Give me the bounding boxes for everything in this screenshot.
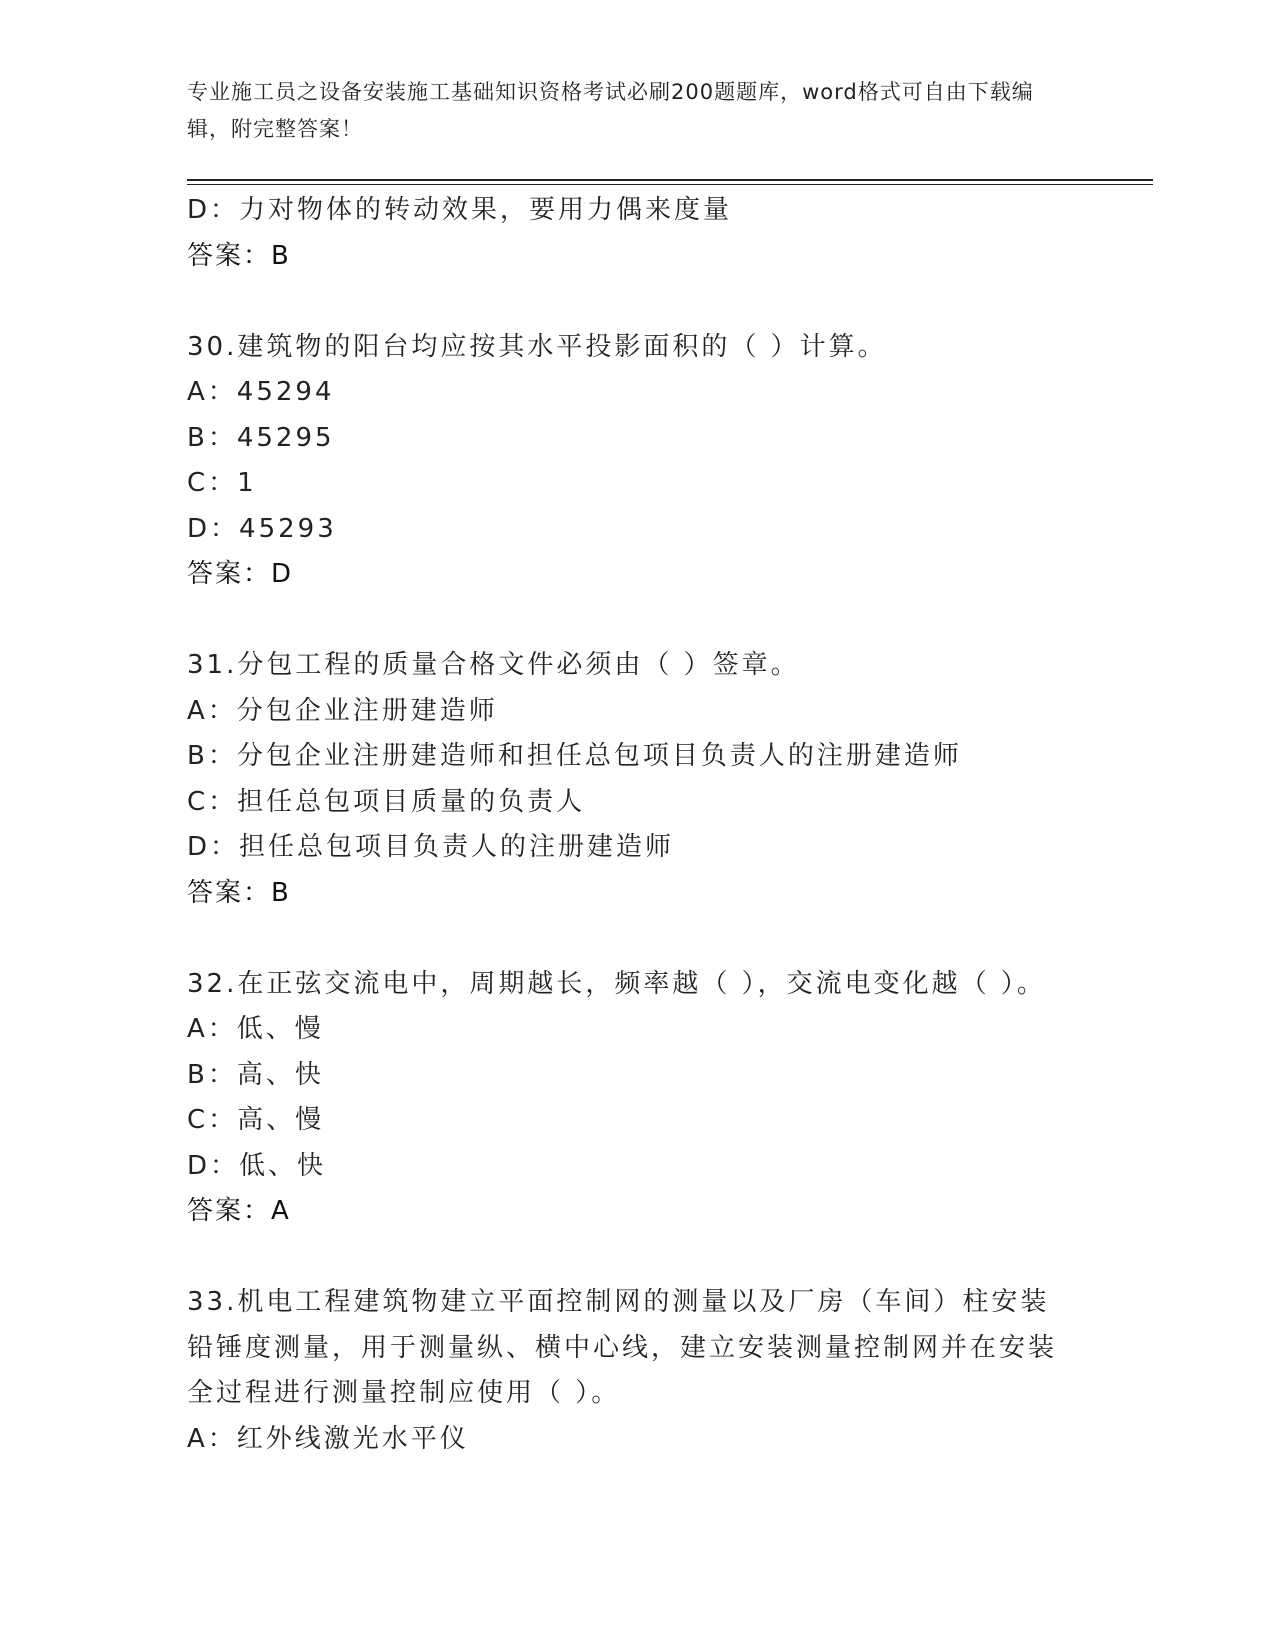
question-32-option-b: B：高、快 (187, 1059, 324, 1090)
spacer (187, 916, 1087, 962)
question-30-option-c: C：1 (187, 468, 257, 498)
question-31-option-c: C：担任总包项目质量的负责人 (187, 786, 586, 817)
spacer (187, 279, 1087, 325)
prev-option-d: D：力对物体的转动效果，要用力偶来度量 (187, 195, 733, 225)
question-32-option-a: A：低、慢 (187, 1014, 324, 1044)
spacer (187, 598, 1087, 644)
answer-label: 答案： (187, 1196, 272, 1226)
question-32-option-d: D：低、快 (187, 1150, 327, 1181)
answer-label: 答案： (187, 559, 272, 589)
question-30-answer (187, 552, 1087, 598)
answer-value: B (271, 877, 289, 908)
question-31-option-d: D：担任总包项目负责人的注册建造师 (187, 832, 675, 862)
question-31-stem: 31.分包工程的质量合格文件必须由（ ）签章。 (187, 650, 800, 680)
question-32-option-c: C：高、慢 (187, 1105, 325, 1135)
question-31-option-a: A：分包企业注册建造师 (187, 695, 498, 726)
question-33-stem: 33.机电工程建筑物建立平面控制网的测量以及厂房（车间）柱安装铅锤度测量，用于测量纵、横中心线，建立安装测量控制网并在安装全过程进行测量控制应使用（ ）。 (187, 1287, 1058, 1408)
document-header: 专业施工员之设备安装施工基础知识资格考试必刷200题题库，word格式可自由下载编辑，附完整答案！ (187, 80, 1034, 141)
answer-label: 答案： (187, 877, 272, 908)
header-divider-thick (187, 179, 1153, 181)
question-30-option-a: A：45294 (187, 377, 335, 407)
spacer (187, 1235, 1087, 1281)
answer-value: A (271, 1196, 289, 1226)
question-32-stem: 32.在正弦交流电中，周期越长，频率越（ ），交流电变化越（ ）。 (187, 968, 1046, 999)
header-divider-thin (187, 184, 1153, 185)
question-32-answer (187, 1189, 1087, 1235)
answer-value: B (271, 240, 289, 271)
prev-answer (187, 234, 1087, 280)
question-31-answer (187, 871, 1087, 917)
question-list (187, 188, 1087, 1462)
question-30-stem: 30.建筑物的阳台均应按其水平投影面积的（ ）计算。 (187, 331, 887, 362)
answer-value: D (271, 559, 292, 589)
question-30-option-b: B：45295 (187, 422, 335, 453)
question-33-option-a: A：红外线激光水平仪 (187, 1423, 469, 1454)
question-31-option-b: B：分包企业注册建造师和担任总包项目负责人的注册建造师 (187, 741, 962, 771)
answer-label: 答案： (187, 240, 272, 271)
question-30-option-d: D：45293 (187, 513, 337, 544)
